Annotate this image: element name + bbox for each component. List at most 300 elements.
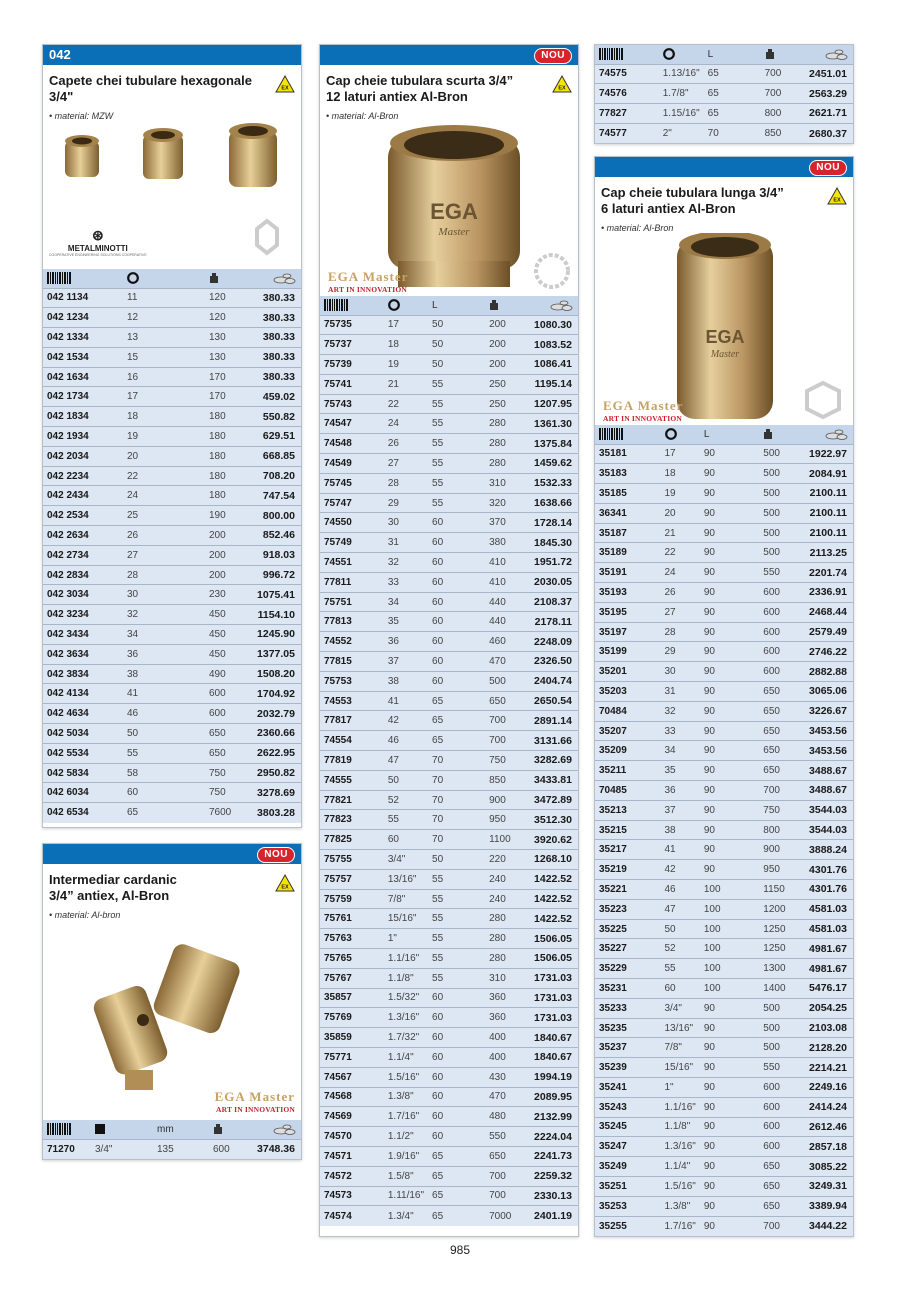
price: 2401.19: [530, 1206, 578, 1226]
length-header: L: [704, 45, 761, 64]
article-code: 75753: [320, 671, 384, 691]
product-table: [43, 1120, 301, 1159]
article-code: 74571: [320, 1146, 384, 1166]
weight-g: 750: [485, 751, 530, 771]
weight-g: 600: [759, 622, 805, 642]
price: 2746.22: [805, 642, 853, 662]
table-row: [320, 889, 578, 909]
weight-g: 750: [759, 800, 805, 820]
article-code: 74569: [320, 1107, 384, 1127]
product-card-universal-joint: [42, 843, 302, 1160]
brand-name: EGA Master: [328, 269, 409, 284]
article-code: 35245: [595, 1117, 661, 1137]
article-code: 042 1634: [43, 367, 123, 387]
length-mm: 90: [700, 622, 759, 642]
length-mm: 60: [428, 553, 485, 573]
length-mm: 65: [704, 84, 761, 104]
size: 7/8": [661, 1038, 700, 1058]
length-mm: 100: [700, 899, 759, 919]
price: 1375.84: [530, 434, 578, 454]
weight-g: 650: [205, 743, 247, 763]
weight-g: 500: [759, 484, 805, 504]
length-mm: 100: [700, 919, 759, 939]
article-code: 35227: [595, 939, 661, 959]
article-code: 042 5034: [43, 724, 123, 744]
table-row: [595, 1196, 853, 1216]
barcode-icon: [47, 1123, 71, 1135]
weight-g: 450: [205, 605, 247, 625]
article-code: 042 1534: [43, 347, 123, 367]
price: 2404.74: [530, 671, 578, 691]
article-code: 042 2034: [43, 446, 123, 466]
size: 1": [384, 929, 428, 949]
table-row: [595, 464, 853, 484]
table-row: [43, 545, 301, 565]
price: 1195.14: [530, 374, 578, 394]
price: 4301.76: [805, 880, 853, 900]
weight-g: 600: [759, 602, 805, 622]
size: 19: [661, 484, 700, 504]
size: 26: [661, 583, 700, 603]
table-row: [595, 741, 853, 761]
weight-g: 950: [759, 860, 805, 880]
length-mm: 55: [428, 493, 485, 513]
metalminotti-logo: [49, 227, 147, 257]
length-mm: 65: [704, 104, 761, 124]
price: 1422.52: [530, 909, 578, 929]
weight-g: 700: [759, 1216, 805, 1236]
weight-g: 170: [205, 387, 247, 407]
article-code: 35239: [595, 1058, 661, 1078]
price: 2108.37: [530, 592, 578, 612]
weight-icon: [489, 299, 499, 311]
product-table: [595, 425, 853, 1236]
weight-g: 240: [485, 889, 530, 909]
ring-icon: [127, 272, 139, 284]
weight-g: 470: [485, 1087, 530, 1107]
price: 3888.24: [805, 840, 853, 860]
svg-text:Master: Master: [438, 226, 470, 238]
size: 1.9/16": [384, 1146, 428, 1166]
weight-g: 370: [485, 513, 530, 533]
article-code: 35181: [595, 444, 661, 464]
weight-g: 650: [759, 1157, 805, 1177]
weight-g: 120: [205, 288, 247, 308]
length-mm: 90: [700, 662, 759, 682]
price: 5476.17: [805, 979, 853, 999]
article-code: 35255: [595, 1216, 661, 1236]
length-mm: 90: [700, 444, 759, 464]
price: 3389.94: [805, 1196, 853, 1216]
weight-g: 650: [759, 682, 805, 702]
article-code: 042 2834: [43, 565, 123, 585]
price: 668.85: [247, 446, 301, 466]
table-row: [320, 968, 578, 988]
coins-icon: [550, 299, 574, 311]
size: 41: [661, 840, 700, 860]
table-row: [595, 959, 853, 979]
weight-g: 280: [485, 909, 530, 929]
length-mm: 60: [428, 1028, 485, 1048]
article-code: 75735: [320, 315, 384, 335]
table-row: [320, 1008, 578, 1028]
weight-g: 650: [759, 1176, 805, 1196]
length-mm: 90: [700, 1078, 759, 1098]
length-mm: 90: [700, 781, 759, 801]
title-line-1: Cap cheie tubulara scurta 3/4”: [326, 73, 514, 88]
table-row: [320, 1087, 578, 1107]
weight-g: 900: [485, 790, 530, 810]
length-mm: 55: [428, 949, 485, 969]
ega-master-logo: [328, 269, 408, 294]
article-code: 042 1934: [43, 427, 123, 447]
length-mm: 90: [700, 523, 759, 543]
product-table: [595, 45, 853, 143]
table-row: [320, 1186, 578, 1206]
article-code: 77821: [320, 790, 384, 810]
length-mm: 70: [428, 751, 485, 771]
square-drive-icon: [95, 1124, 105, 1134]
size: 55: [661, 959, 700, 979]
article-code: 042 5834: [43, 763, 123, 783]
article-code: 75739: [320, 355, 384, 375]
price: 1422.52: [530, 869, 578, 889]
size-mm: 13: [123, 328, 205, 348]
weight-g: 1250: [759, 939, 805, 959]
price: 3131.66: [530, 731, 578, 751]
table-row: [595, 899, 853, 919]
weight-g: 400: [485, 1047, 530, 1067]
table-row: [595, 919, 853, 939]
size: 1.11/16": [384, 1186, 428, 1206]
price: 4981.67: [805, 939, 853, 959]
weight-g: 500: [759, 444, 805, 464]
weight-g: 130: [205, 328, 247, 348]
weight-icon: [209, 272, 219, 284]
table-row: [43, 367, 301, 387]
brand-subtitle: COOPERATIVE ENGINEERING SOLUTIONS COOPERATIVE: [49, 253, 147, 257]
weight-g: 750: [205, 763, 247, 783]
price: 2248.09: [530, 632, 578, 652]
article-code: 75747: [320, 493, 384, 513]
section-code: 042: [49, 47, 71, 62]
price: 1728.14: [530, 513, 578, 533]
size: 17: [661, 444, 700, 464]
table-row: [595, 602, 853, 622]
article-code: 74576: [595, 84, 659, 104]
table-row: [320, 731, 578, 751]
price: 1361.30: [530, 414, 578, 434]
table-row: [595, 583, 853, 603]
price: 996.72: [247, 565, 301, 585]
weight-g: 500: [759, 1038, 805, 1058]
price: 2128.20: [805, 1038, 853, 1058]
size: 47: [384, 751, 428, 771]
price: 459.02: [247, 387, 301, 407]
new-badge: NOU: [809, 160, 847, 176]
size: 7/8": [384, 889, 428, 909]
weight-g: 410: [485, 553, 530, 573]
article-code: 74548: [320, 434, 384, 454]
price: 2100.11: [805, 484, 853, 504]
table-row: [595, 1078, 853, 1098]
weight-g: 360: [485, 988, 530, 1008]
price: 852.46: [247, 526, 301, 546]
length-mm: 65: [428, 691, 485, 711]
table-row: [595, 523, 853, 543]
table-row: [320, 1166, 578, 1186]
table-row: [595, 64, 853, 84]
table-row: [320, 533, 578, 553]
weight-g: 320: [485, 493, 530, 513]
length-mm: 60: [428, 1008, 485, 1028]
table-row: [595, 761, 853, 781]
price: 1506.05: [530, 949, 578, 969]
article-code: 35193: [595, 583, 661, 603]
size: 32: [384, 553, 428, 573]
table-row: [320, 1028, 578, 1048]
price: 1994.19: [530, 1067, 578, 1087]
weight-g: 500: [759, 1018, 805, 1038]
article-code: 042 6034: [43, 783, 123, 803]
size-mm: 60: [123, 783, 205, 803]
weight-g: 200: [205, 526, 247, 546]
weight-g: 650: [485, 1146, 530, 1166]
size: 55: [384, 810, 428, 830]
size-mm: 27: [123, 545, 205, 565]
price: 3544.03: [805, 800, 853, 820]
length-mm: 90: [700, 701, 759, 721]
article-code: 35215: [595, 820, 661, 840]
length-mm: 60: [428, 1107, 485, 1127]
table-row: [43, 803, 301, 823]
price: 3085.22: [805, 1157, 853, 1177]
article-code: 35231: [595, 979, 661, 999]
length-mm: 70: [428, 770, 485, 790]
product-image: [320, 121, 578, 296]
length-mm: 90: [700, 602, 759, 622]
article-code: 042 2734: [43, 545, 123, 565]
table-row: [320, 869, 578, 889]
size: 37: [661, 800, 700, 820]
weight-g: 550: [485, 1127, 530, 1147]
size: 3/4": [384, 850, 428, 870]
weight-g: 700: [485, 1166, 530, 1186]
length-header: L: [428, 296, 485, 315]
price: 2100.11: [805, 523, 853, 543]
table-row: [595, 840, 853, 860]
article-code: 042 1334: [43, 328, 123, 348]
article-code: 75737: [320, 335, 384, 355]
length-mm: 90: [700, 1216, 759, 1236]
svg-text:Master: Master: [710, 349, 740, 360]
length-mm: 90: [700, 1018, 759, 1038]
length-mm: 60: [428, 988, 485, 1008]
length-mm: 60: [428, 671, 485, 691]
size: 1.1/2": [384, 1127, 428, 1147]
price: 2882.88: [805, 662, 853, 682]
price: 1080.30: [530, 315, 578, 335]
length-mm: 55: [428, 374, 485, 394]
weight-g: 650: [759, 761, 805, 781]
length-mm: 90: [700, 761, 759, 781]
length-mm: 90: [700, 1157, 759, 1177]
size-mm: 41: [123, 684, 205, 704]
price: 3226.67: [805, 701, 853, 721]
weight-g: 850: [485, 770, 530, 790]
length-mm: 55: [428, 929, 485, 949]
length-mm: 100: [700, 880, 759, 900]
article-code: 74551: [320, 553, 384, 573]
article-code: 35211: [595, 761, 661, 781]
size: 1.3/4": [384, 1206, 428, 1226]
atex-warning-icon: [275, 75, 295, 93]
table-row: [595, 1097, 853, 1117]
article-code: 042 1834: [43, 407, 123, 427]
length-mm: 90: [700, 840, 759, 860]
table-row: [320, 374, 578, 394]
article-code: 35189: [595, 543, 661, 563]
weight-g: 500: [759, 503, 805, 523]
price: 3444.22: [805, 1216, 853, 1236]
table-row: [595, 444, 853, 464]
table-row: [43, 407, 301, 427]
size-mm: 12: [123, 308, 205, 328]
product-title: [43, 864, 301, 904]
weight-g: 7000: [485, 1206, 530, 1226]
weight-g: 600: [759, 662, 805, 682]
table-row: [595, 84, 853, 104]
weight-g: 500: [759, 998, 805, 1018]
table-row: [320, 810, 578, 830]
price: 1731.03: [530, 968, 578, 988]
article-code: 35217: [595, 840, 661, 860]
weight-g: 180: [205, 446, 247, 466]
length-mm: 55: [428, 889, 485, 909]
coins-icon: [825, 48, 849, 60]
length-mm: 90: [700, 682, 759, 702]
size: 36: [384, 632, 428, 652]
length-mm: 55: [428, 968, 485, 988]
weight-g: 460: [485, 632, 530, 652]
barcode-icon: [599, 48, 623, 60]
table-row: [320, 612, 578, 632]
article-code: 70484: [595, 701, 661, 721]
size: 52: [661, 939, 700, 959]
table-row: [595, 484, 853, 504]
size: 1.5/16": [384, 1067, 428, 1087]
weight-g: 600: [205, 684, 247, 704]
length-header: L: [700, 425, 759, 444]
article-code: 74575: [595, 64, 659, 84]
article-code: 35183: [595, 464, 661, 484]
price: 1075.41: [247, 585, 301, 605]
weight-g: 800: [759, 820, 805, 840]
table-row: [595, 1137, 853, 1157]
table-row: [320, 909, 578, 929]
size: 1.7/16": [661, 1216, 700, 1236]
6-point-long-socket-image: [595, 233, 853, 425]
table-row: [320, 394, 578, 414]
weight-g: 130: [205, 347, 247, 367]
price: 3453.56: [805, 721, 853, 741]
weight-g: 700: [485, 1186, 530, 1206]
weight-g: 600: [205, 704, 247, 724]
product-image: [595, 233, 853, 425]
table-row: [43, 783, 301, 803]
page-number: 985: [449, 1243, 471, 1257]
table-row: [43, 446, 301, 466]
table-row: [43, 427, 301, 447]
weight-g: 550: [759, 1058, 805, 1078]
table-row: [43, 506, 301, 526]
weight-g: 500: [759, 523, 805, 543]
article-code: 35195: [595, 602, 661, 622]
article-code: 74570: [320, 1127, 384, 1147]
length-mm: 90: [700, 543, 759, 563]
article-code: 75763: [320, 929, 384, 949]
article-code: 35223: [595, 899, 661, 919]
price: 2950.82: [247, 763, 301, 783]
price: 3249.31: [805, 1176, 853, 1196]
article-code: 35197: [595, 622, 661, 642]
weight-g: 200: [485, 355, 530, 375]
article-code: 35201: [595, 662, 661, 682]
table-row: [43, 328, 301, 348]
article-code: 042 4134: [43, 684, 123, 704]
price: 2680.37: [805, 123, 853, 143]
size: 36: [661, 781, 700, 801]
weight-g: 1250: [759, 919, 805, 939]
weight-g: 220: [485, 850, 530, 870]
size: 31: [661, 682, 700, 702]
title-line-1: Capete chei tubulare hexagonale: [49, 73, 253, 88]
table-header-row: [595, 425, 853, 444]
size: 38: [661, 820, 700, 840]
price: 3472.89: [530, 790, 578, 810]
size: 1.3/16": [661, 1137, 700, 1157]
title-line-2: 12 laturi antiex Al-Bron: [326, 89, 468, 104]
length-mm: 55: [428, 869, 485, 889]
material-note: • material: MZW: [49, 111, 114, 121]
size: 34: [661, 741, 700, 761]
article-code: 74572: [320, 1166, 384, 1186]
length-mm: 90: [700, 860, 759, 880]
product-table: [320, 296, 578, 1226]
size-mm: 16: [123, 367, 205, 387]
price: 1422.52: [530, 889, 578, 909]
length-mm: 55: [428, 394, 485, 414]
weight-g: 500: [759, 543, 805, 563]
size: 1.7/16": [384, 1107, 428, 1127]
size: 3/4": [91, 1139, 153, 1159]
product-card-short-socket-continued: [594, 44, 854, 144]
weight-g: 7600: [205, 803, 247, 823]
length-mm: 100: [700, 979, 759, 999]
length-mm: 70: [428, 830, 485, 850]
weight-g: 600: [759, 1078, 805, 1098]
price: 1704.92: [247, 684, 301, 704]
size: 28: [661, 622, 700, 642]
size-mm: 15: [123, 347, 205, 367]
size: 1.7/8": [659, 84, 704, 104]
length-mm: 100: [700, 959, 759, 979]
article-code: 77811: [320, 572, 384, 592]
weight-g: 800: [761, 104, 805, 124]
article-code: 75745: [320, 473, 384, 493]
article-code: 35857: [320, 988, 384, 1008]
price: 2030.05: [530, 572, 578, 592]
